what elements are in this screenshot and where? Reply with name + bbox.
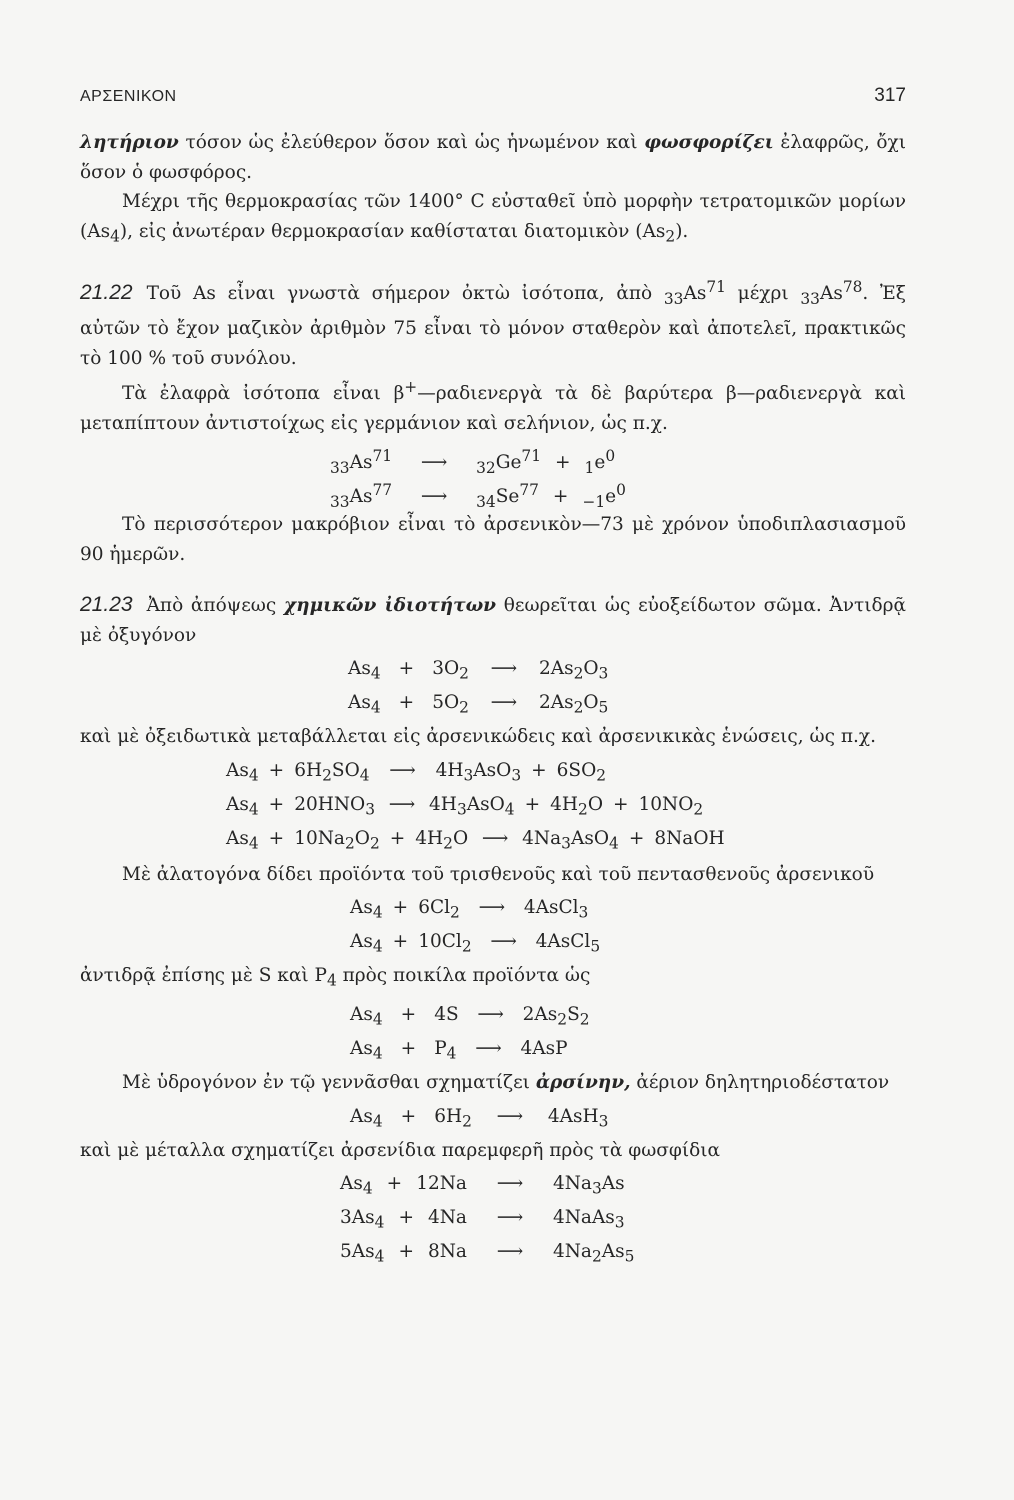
arrow-icon xyxy=(392,448,476,478)
halogen-equation: $As_4$ + $10Cl_2$ ⟶ 4AsCl$_5$ xyxy=(80,927,906,957)
reaction-equation: $As_4$ + $6H_2SO_4$ ⟶ $4H_3AsO_3$ + $6SO_2$ xyxy=(80,756,906,786)
arsenide-equation: $3As_4$ + 4Na ⟶ 4NaAs$_3$ xyxy=(80,1203,906,1233)
sulfur-equation: $As_4$ + 4S ⟶ $2As_2S_2$ xyxy=(80,1000,906,1030)
arrow-icon xyxy=(472,1102,548,1132)
reaction-equation: $As_4$ + $10Na_2O_2$ + $4H_2O$ ⟶ $4Na_3AsO_4$ + 8NaOH xyxy=(80,824,906,854)
halogen-equation: $As_4$ + $6Cl_2$ ⟶ 4AsCl$_3$ xyxy=(80,893,906,923)
arrow-icon xyxy=(459,1000,523,1030)
arrow-icon xyxy=(456,1034,520,1064)
phosphorus-equation: $As_4$ + $P_4$ ⟶ 4AsP xyxy=(80,1034,906,1064)
page-number: 317 xyxy=(874,85,906,106)
arrow-icon xyxy=(460,893,524,923)
paragraph-tetratomic: Μέχρι τῆς θερμοκρασίας τῶν 1400° C εὐσταθεῖ ὑπὸ μορφὴν τετρατομικῶν μορίων $(As_4)$, εἰς ἀνωτέραν θερμοκρασίαν καθίσταται διατομικὸν $(As_2)$. xyxy=(80,191,906,246)
page-body xyxy=(80,128,906,1271)
arrow-icon xyxy=(469,654,539,684)
paragraph-metals: καὶ μὲ μέταλλα σχηματίζει ἀρσενίδια παρεμφερῆ πρὸς τὰ φωσφίδια xyxy=(80,1139,720,1161)
section-21-22: 21.22 Τοῦ As εἶναι γνωστὰ σήμερον ὀκτὼ ἰσότοπα, ἀπὸ $_{33}As^{71}$ μέχρι $_{33}As^{78}$. Ἐξ αὐτῶν τὸ ἔχον μαζικὸν ἀριθμὸν 75 εἶναι τὸ μόνον σταθερὸν καὶ ἀποτελεῖ, πρακτικῶς τὸ 100 % τοῦ συνόλου. xyxy=(80,277,907,369)
paragraph-isotopes: Τὰ ἐλαφρὰ ἰσότοπα εἶναι β+—ραδιενεργὰ τὰ δὲ βαρύτερα β—ραδιενεργὰ καὶ μεταπίπτουν ἀντιστοίχως εἰς γερμάνιον καὶ σελήνιον, ὡς π.χ. xyxy=(80,378,906,434)
paragraph-phosphorescence: λητήριον τόσον ὡς ἐλεύθερον ὅσον καὶ ὡς ἡνωμένον καὶ φωσφορίζει ἐλαφρῶς, ὄχι ὅσον ὁ φωσφόρος. xyxy=(80,132,907,183)
paragraph-arsine: Μὲ ὑδρογόνον ἐν τῷ γεννᾶσθαι σχηματίζει ἀρσίνην, ἀέριον δηλητηριοδέστατον xyxy=(122,1072,890,1094)
section-number: 21.23 xyxy=(80,593,133,617)
arsine-equation: $As_4$ + $6H_2$ ⟶ 4AsH$_3$ xyxy=(80,1102,906,1132)
paragraph-long-lived: Τὸ περισσότερον μακρόβιον εἶναι τὸ ἀρσενικὸν—73 μὲ χρόνον ὑποδιπλασιασμοῦ 90 ἡμερῶν. xyxy=(80,514,906,565)
page-header xyxy=(80,85,906,107)
reaction-equation: $As_4$ + $20HNO_3$ ⟶ $4H_3AsO_4$ + $4H_2O$ + $10NO_2$ xyxy=(80,790,906,820)
arrow-icon xyxy=(370,756,436,786)
oxidation-equation: $As_4$ + $3O_2$ ⟶ $2As_2O_3$ xyxy=(80,654,906,684)
oxidation-equation: $As_4$ + $5O_2$ ⟶ $2As_2O_5$ xyxy=(80,688,906,718)
arrow-icon xyxy=(375,790,429,820)
arrow-icon xyxy=(467,1203,553,1233)
section-number: 21.22 xyxy=(80,280,133,304)
nuclear-equation: $_{33}As^{71}$ ⟶ $_{32}Ge^{71}$ + $_1e^0$ xyxy=(80,442,906,472)
arrow-icon xyxy=(392,482,476,512)
paragraph-halogens: Μὲ ἀλατογόνα δίδει προϊόντα τοῦ τρισθενοῦς καὶ τοῦ πεντασθενοῦς ἀρσενικοῦ xyxy=(122,863,875,885)
arrow-icon xyxy=(467,1169,553,1199)
arrow-icon xyxy=(467,1237,553,1267)
paragraph-sulfur-phosphorus: ἀντιδρᾷ ἐπίσης μὲ S καὶ $P_4$ πρὸς ποικίλα προϊόντα ὡς xyxy=(80,965,591,990)
paragraph-oxidizers: καὶ μὲ ὀξειδωτικὰ μεταβάλλεται εἰς ἀρσενικώδεις καὶ ἀρσενικικὰς ἑνώσεις, ὡς π.χ. xyxy=(80,726,876,748)
nuclear-equation: $_{33}As^{77}$ ⟶ $_{34}Se^{77}$ + $_{-1}e^0$ xyxy=(80,476,906,506)
arrow-icon xyxy=(469,688,539,718)
section-21-23: 21.23 Ἀπὸ ἀπόψεως χημικῶν ἰδιοτήτων θεωρεῖται ὡς εὐοξείδωτον σῶμα. Ἀντιδρᾷ μὲ ὀξυγόνον xyxy=(80,593,907,646)
arsenide-equation: $As_4$ + 12Na ⟶ $4Na_3As$ xyxy=(80,1169,906,1199)
arsenide-equation: $5As_4$ + 8Na ⟶ $4Na_2As_5$ xyxy=(80,1237,906,1267)
arrow-icon xyxy=(472,927,536,957)
running-title: ΑΡΣΕΝΙΚΟΝ xyxy=(80,88,177,105)
arrow-icon xyxy=(468,824,522,854)
